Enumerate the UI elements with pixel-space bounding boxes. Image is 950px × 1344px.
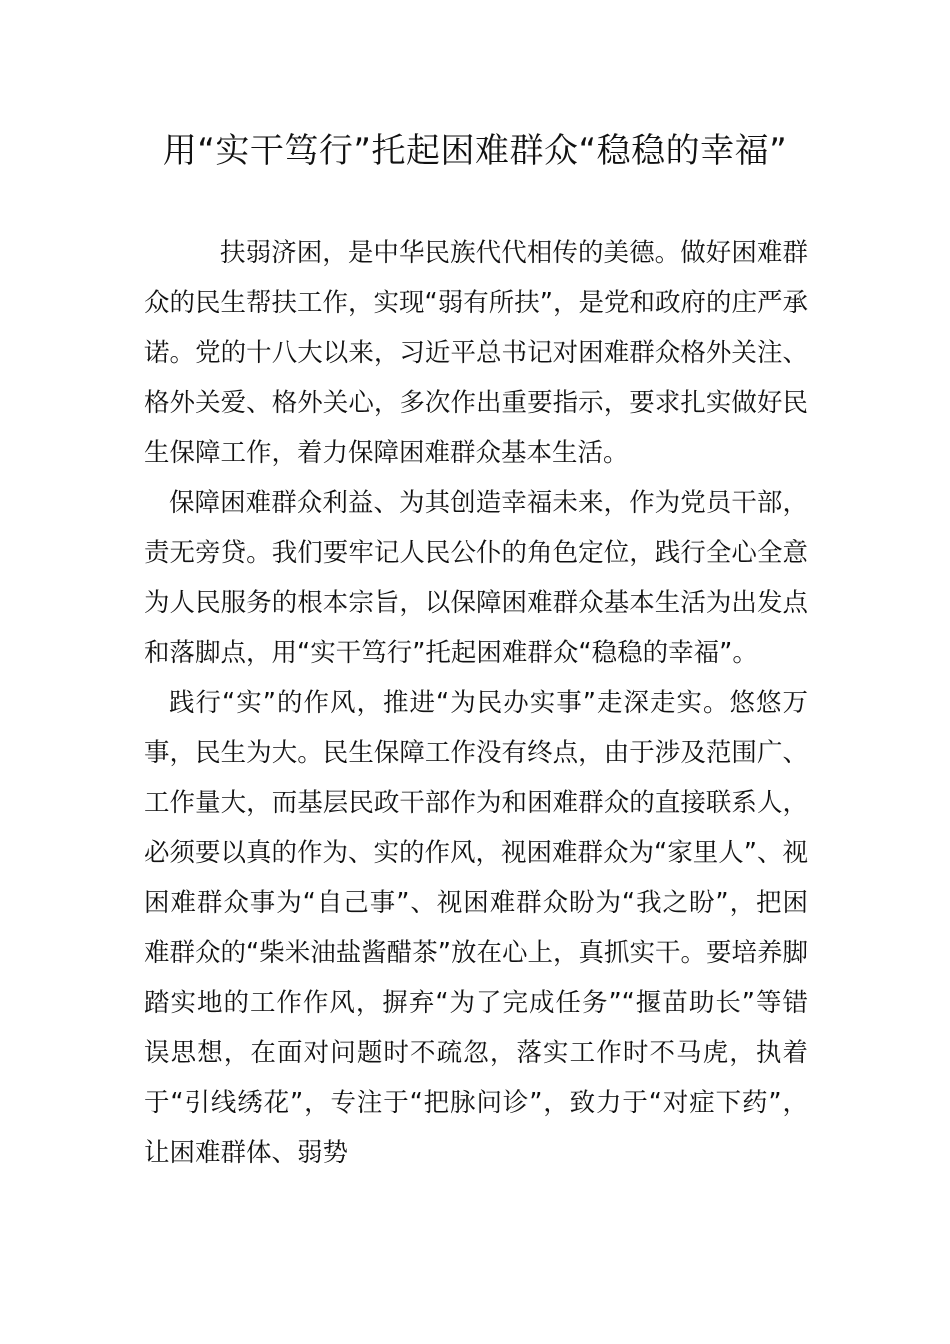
- paragraph-3: 践行“实”的作风，推进“为民办实事”走深走实。悠悠万事，民生为大。民生保障工作没有终点，由于涉及范围广、工作量大，而基层民政干部作为和困难群众的直接联系人，必须要以真的作为、实的作风，视困难群众为“家里人”、视困难群众事为“自己事”、视困难群众盼为“我之盼”，把困难群众的“柴米油盐酱醋茶”放在心上，真抓实干。要培养脚踏实地的工作作风，摒弃“为了完成任务”“揠苗助长”等错误思想，在面对问题时不疏忽，落实工作时不马虎，执着于“引线绣花”，专注于“把脉问诊”，致力于“对症下药”，让困难群体、弱势: [144, 688, 808, 1168]
- document-body: [144, 228, 808, 1178]
- paragraph-1: 扶弱济困，是中华民族代代相传的美德。做好困难群众的民生帮扶工作，实现“弱有所扶”，是党和政府的庄严承诺。党的十八大以来，习近平总书记对困难群众格外关注、格外关爱、格外关心，多次作出重要指示，要求扎实做好民生保障工作，着力保障困难群众基本生活。: [144, 238, 808, 468]
- paragraph-2: 保障困难群众利益、为其创造幸福未来，作为党员干部，责无旁贷。我们要牢记人民公仆的角色定位，践行全心全意为人民服务的根本宗旨，以保障困难群众基本生活为出发点和落脚点，用“实干笃行”托起困难群众“稳稳的幸福”。: [144, 488, 808, 668]
- document-title: 用“实干笃行”托起困难群众“稳稳的幸福”: [162, 131, 788, 171]
